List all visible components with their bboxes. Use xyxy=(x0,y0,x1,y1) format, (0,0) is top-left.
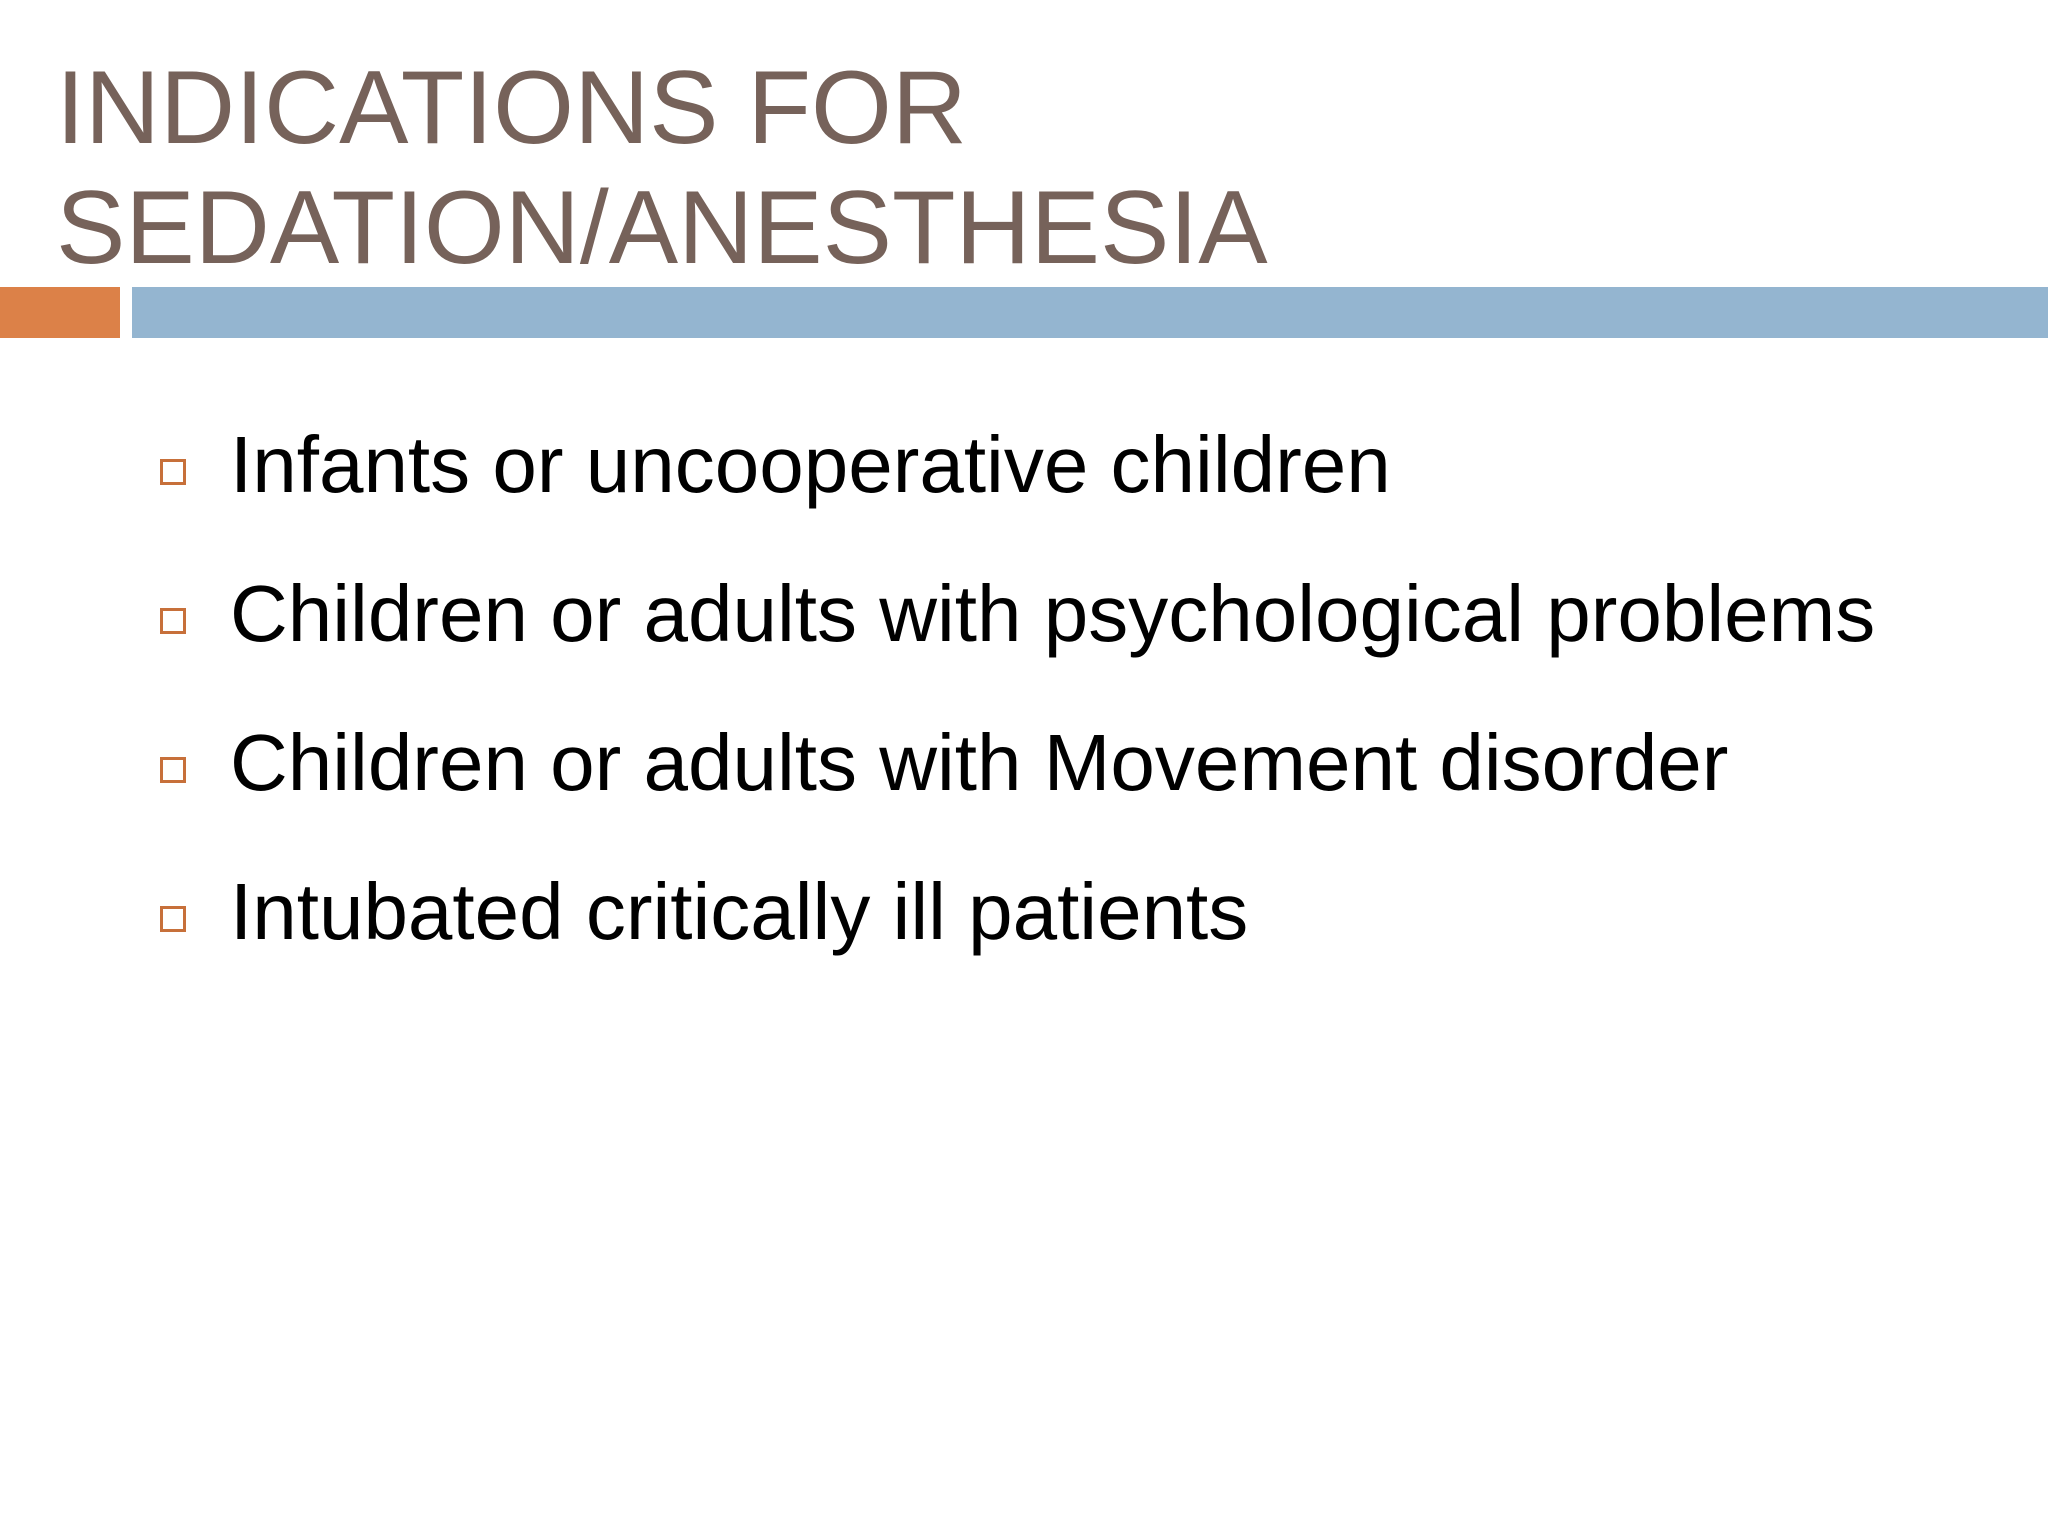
bullet-text: Children or adults with psychological problems xyxy=(230,568,1876,658)
bullet-item xyxy=(160,390,1875,539)
title-line-1: INDICATIONS FOR xyxy=(56,50,967,166)
bullet-item xyxy=(160,688,1875,837)
bullet-text: Intubated critically ill patients xyxy=(230,866,1249,956)
hollow-square-icon xyxy=(160,608,186,634)
title-accent-bar xyxy=(0,287,120,338)
bullet-item xyxy=(160,837,1875,986)
slide-title xyxy=(56,48,1268,288)
bullet-item xyxy=(160,539,1875,688)
title-divider-bar xyxy=(132,287,2048,338)
hollow-square-icon xyxy=(160,757,186,783)
title-line-2: SEDATION/ANESTHESIA xyxy=(56,170,1268,286)
hollow-square-icon xyxy=(160,906,186,932)
bullet-text: Children or adults with Movement disorder xyxy=(230,717,1729,807)
bullet-text: Infants or uncooperative children xyxy=(230,419,1391,509)
hollow-square-icon xyxy=(160,459,186,485)
bullet-list xyxy=(160,390,1875,986)
